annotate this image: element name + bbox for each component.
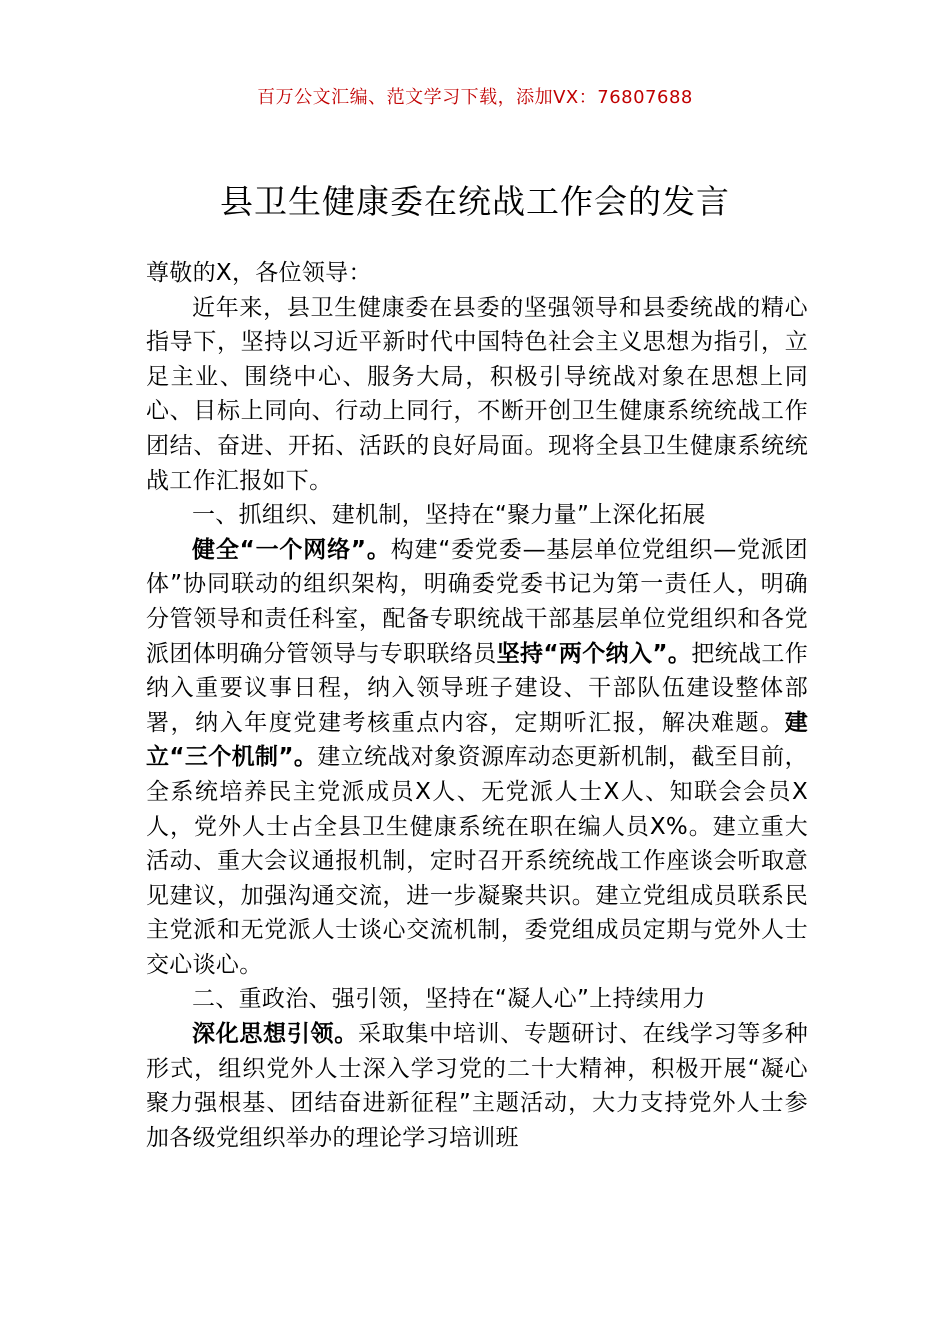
lead-text: 坚持“两个纳入”。 xyxy=(496,640,692,667)
watermark-banner: 百万公文汇编、范文学习下载，添加VX：76807688 xyxy=(257,87,693,108)
lead-text: 健全“一个网络”。 xyxy=(192,536,391,563)
section-heading-2: 二、重政治、强引领，坚持在“凝人心”上持续用力 xyxy=(192,986,706,1013)
section-heading-1: 一、抓组织、建机制，坚持在“聚力量”上深化拓展 xyxy=(192,502,706,529)
section1-paragraph xyxy=(146,533,808,983)
page-title: 县卫生健康委在统战工作会的发言 xyxy=(220,182,730,221)
paragraph-text: 构建“委党委—基层单位党组织—党派团体”协同联动的组织架构，明确委党委书记为第一责任人，明确分管领导和责任科室，配备专职统战干部基层单位党组织和各党派团体明确分管领导与专职联络员 xyxy=(146,536,808,667)
paragraph-text: 建立统战对象资源库动态更新机制，截至目前，全系统培养民主党派成员X人、无党派人士X人、知联会会员X人，党外人士占全县卫生健康系统在职在编人员X%。建立重大活动、重大会议通报机制，定时召开系统统战工作座谈会听取意见建议，加强沟通交流，进一步凝聚共识。建立党组成员联系民主党派和无党派人士谈心交流机制，委党组成员定期与党外人士交心谈心。 xyxy=(146,744,808,978)
lead-text: 深化思想引领。 xyxy=(192,1021,358,1048)
intro-paragraph: 近年来，县卫生健康委在县委的坚强领导和县委统战的精心指导下，坚持以习近平新时代中国特色社会主义思想为指引，立足主业、围绕中心、服务大局，积极引导统战对象在思想上同心、目标上同向、行动上同行，不断开创卫生健康系统统战工作团结、奋进、开拓、活跃的良好局面。现将全县卫生健康系统统战工作汇报如下。 xyxy=(146,294,808,494)
lead-text: 建立“三个机制”。 xyxy=(146,709,808,771)
paragraph-text: 把统战工作纳入重要议事日程，纳入领导班子建设、干部队伍建设整体部署，纳入年度党建考核重点内容，定期听汇报，解决难题。 xyxy=(146,640,809,736)
section2-paragraph xyxy=(146,1017,808,1155)
paragraph-text: 采取集中培训、专题研讨、在线学习等多种形式，组织党外人士深入学习党的二十大精神，积极开展“凝心聚力强根基、团结奋进新征程”主题活动，大力支持党外人士参加各级党组织举办的理论学习培训班 xyxy=(146,1021,808,1151)
document-body xyxy=(146,256,808,1155)
salutation: 尊敬的X，各位领导： xyxy=(146,260,372,286)
